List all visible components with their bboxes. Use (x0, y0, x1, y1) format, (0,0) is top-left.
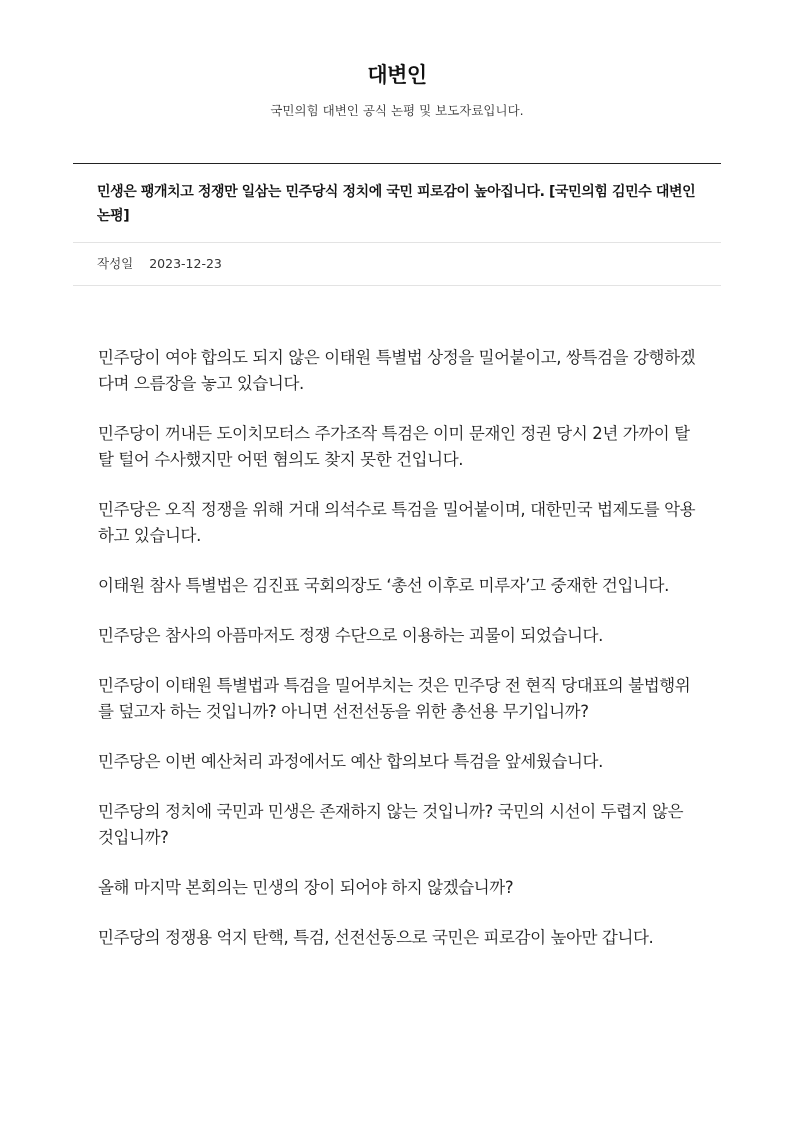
page-header (0, 0, 794, 120)
site-title: 대변인 (367, 63, 427, 87)
paragraph-9: 올해 마지막 본회의는 민생의 장이 되어야 하지 않겠습니까? (98, 878, 514, 897)
paragraph-10: 민주당의 정쟁용 억지 탄핵, 특검, 선전선동으로 국민은 피로감이 높아만 갑니다. (98, 928, 654, 947)
paragraph-4: 이태원 참사 특별법은 김진표 국회의장도 ‘총선 이후로 미루자’고 중재한 건입니다. (98, 576, 669, 595)
paragraph-2: 민주당이 꺼내든 도이치모터스 주가조작 특검은 이미 문재인 정권 당시 2년 가까이 탈탈 털어 수사했지만 어떤 혐의도 찾지 못한 건입니다. (98, 424, 690, 469)
date-label: 작성일 (97, 256, 134, 271)
paragraph-1: 민주당이 여야 합의도 되지 않은 이태원 특별법 상정을 밀어붙이고, 쌍특검을 강행하겠다며 으름장을 놓고 있습니다. (98, 348, 696, 393)
paragraph-7: 민주당은 이번 예산처리 과정에서도 예산 합의보다 특검을 앞세웠습니다. (98, 752, 603, 771)
article-body (98, 345, 698, 975)
paragraph-8: 민주당의 정치에 국민과 민생은 존재하지 않는 것입니까? 국민의 시선이 두렵지 않은 것입니까? (98, 802, 684, 847)
article-meta (73, 243, 721, 286)
site-subtitle: 국민의힘 대변인 공식 논평 및 보도자료입니다. (270, 103, 524, 118)
paragraph-3: 민주당은 오직 정쟁을 위해 거대 의석수로 특검을 밀어붙이며, 대한민국 법제도를 악용하고 있습니다. (98, 500, 696, 545)
paragraph-6: 민주당이 이태원 특별법과 특검을 밀어부치는 것은 민주당 전 현직 당대표의 불법행위를 덮고자 하는 것입니까? 아니면 선전선동을 위한 총선용 무기입니까? (98, 676, 691, 721)
date-value: 2023-12-23 (149, 256, 222, 271)
article-title: 민생은 팽개치고 정쟁만 일삼는 민주당식 정치에 국민 피로감이 높아집니다. [국민의힘 김민수 대변인 논평] (73, 164, 721, 243)
article-header (73, 163, 721, 286)
paragraph-5: 민주당은 참사의 아픔마저도 정쟁 수단으로 이용하는 괴물이 되었습니다. (98, 626, 603, 645)
